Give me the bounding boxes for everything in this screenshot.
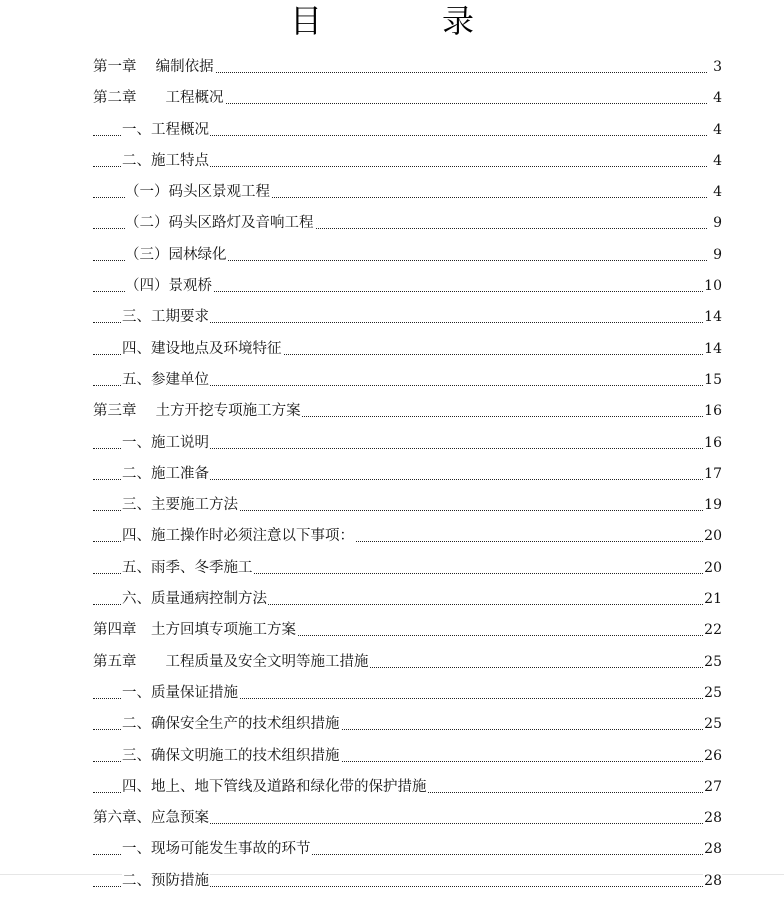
toc-entry[interactable] xyxy=(0,772,784,803)
toc-entry-page-number: 22 xyxy=(704,622,722,639)
page-divider xyxy=(0,874,784,875)
toc-entry-label: 三、工期要求 xyxy=(122,309,209,326)
toc-entry-label: 二、确保安全生产的技术组织措施 xyxy=(122,716,340,733)
toc-entry-label: 六、质量通病控制方法 xyxy=(122,591,267,608)
toc-entry[interactable] xyxy=(0,834,784,865)
toc-entry[interactable] xyxy=(0,678,784,709)
toc-entry[interactable] xyxy=(0,334,784,365)
toc-entry-label: 二、预防措施 xyxy=(122,872,209,889)
toc-entry[interactable] xyxy=(0,240,784,271)
toc-entry-label: 一、现场可能发生事故的环节 xyxy=(122,841,311,858)
toc-entry[interactable] xyxy=(0,866,784,897)
toc-entry-label: 一、工程概况 xyxy=(122,121,209,138)
toc-entry[interactable] xyxy=(0,396,784,427)
toc-entry-page-number: 4 xyxy=(713,121,722,138)
toc-entry-page-number: 25 xyxy=(704,653,722,670)
toc-entry-label: 第四章 土方回填专项施工方案 xyxy=(93,622,296,639)
toc-entry-label: 一、施工说明 xyxy=(122,434,209,451)
toc-entry-page-number: 4 xyxy=(713,184,722,201)
toc-entry-page-number: 14 xyxy=(704,340,722,357)
toc-entry[interactable] xyxy=(0,52,784,83)
toc-entry[interactable] xyxy=(0,647,784,678)
toc-entry-label: 五、雨季、冬季施工 xyxy=(122,559,253,576)
toc-entry-page-number: 15 xyxy=(704,371,722,388)
toc-entry-page-number: 9 xyxy=(713,215,722,232)
toc-entry-label: （四）景观桥 xyxy=(125,278,212,295)
toc-entry-page-number: 28 xyxy=(704,810,722,827)
toc-entry-page-number: 25 xyxy=(704,716,722,733)
toc-entry[interactable] xyxy=(0,208,784,239)
toc-entry-page-number: 16 xyxy=(704,403,722,420)
toc-entry-label: 第一章 编制依据 xyxy=(93,59,214,75)
toc-entry-page-number: 20 xyxy=(704,559,722,576)
toc-entry[interactable] xyxy=(0,428,784,459)
toc-entry-label: 一、质量保证措施 xyxy=(122,684,238,701)
toc-entry[interactable] xyxy=(0,459,784,490)
toc-entry-label: 二、施工特点 xyxy=(122,152,209,169)
toc-entry-page-number: 21 xyxy=(704,591,722,608)
toc-entry[interactable] xyxy=(0,615,784,646)
toc-list xyxy=(0,52,784,897)
toc-entry[interactable] xyxy=(0,803,784,834)
toc-entry-page-number: 9 xyxy=(713,246,722,263)
toc-entry[interactable] xyxy=(0,146,784,177)
toc-entry-page-number: 26 xyxy=(704,747,722,764)
toc-entry-label: （三）园林绿化 xyxy=(125,246,227,263)
toc-entry[interactable] xyxy=(0,115,784,146)
toc-entry[interactable] xyxy=(0,271,784,302)
toc-entry-label: 三、主要施工方法 xyxy=(122,497,238,514)
toc-entry-label: 三、确保文明施工的技术组织措施 xyxy=(122,747,340,764)
toc-entry-label: （二）码头区路灯及音响工程 xyxy=(125,215,314,232)
toc-entry-page-number: 25 xyxy=(704,684,722,701)
toc-entry-page-number: 20 xyxy=(704,528,722,545)
toc-entry-page-number: 3 xyxy=(713,59,722,75)
toc-entry-page-number: 28 xyxy=(704,841,722,858)
toc-entry-label: 五、参建单位 xyxy=(122,371,209,388)
toc-entry-label: 二、施工准备 xyxy=(122,465,209,482)
toc-entry-page-number: 27 xyxy=(704,778,722,795)
toc-entry[interactable] xyxy=(0,741,784,772)
toc-entry-page-number: 4 xyxy=(713,90,722,107)
toc-entry-page-number: 10 xyxy=(704,278,722,295)
toc-entry-label: 四、建设地点及环境特征 xyxy=(122,340,282,357)
toc-entry-label: 第五章 工程质量及安全文明等施工措施 xyxy=(93,653,369,670)
toc-entry-page-number: 4 xyxy=(713,152,722,169)
toc-entry-page-number: 17 xyxy=(704,465,722,482)
toc-entry-page-number: 28 xyxy=(704,872,722,889)
toc-entry[interactable] xyxy=(0,553,784,584)
toc-entry[interactable] xyxy=(0,177,784,208)
toc-entry[interactable] xyxy=(0,490,784,521)
toc-entry-label: 第二章 工程概况 xyxy=(93,90,224,107)
toc-entry-label: 第三章 土方开挖专项施工方案 xyxy=(93,403,301,420)
toc-entry-page-number: 14 xyxy=(704,309,722,326)
toc-entry[interactable] xyxy=(0,83,784,114)
toc-entry-page-number: 19 xyxy=(704,497,722,514)
toc-entry-label: 四、地上、地下管线及道路和绿化带的保护措施 xyxy=(122,778,427,795)
toc-entry-label: 第六章、应急预案 xyxy=(93,810,209,827)
toc-title: 目 录 xyxy=(289,2,518,40)
toc-entry[interactable] xyxy=(0,521,784,552)
toc-entry[interactable] xyxy=(0,365,784,396)
toc-entry-label: （一）码头区景观工程 xyxy=(125,184,270,201)
toc-entry-page-number: 16 xyxy=(704,434,722,451)
toc-entry-label: 四、施工操作时必须注意以下事项： xyxy=(122,528,354,545)
toc-entry[interactable] xyxy=(0,584,784,615)
toc-entry[interactable] xyxy=(0,709,784,740)
toc-entry[interactable] xyxy=(0,302,784,333)
